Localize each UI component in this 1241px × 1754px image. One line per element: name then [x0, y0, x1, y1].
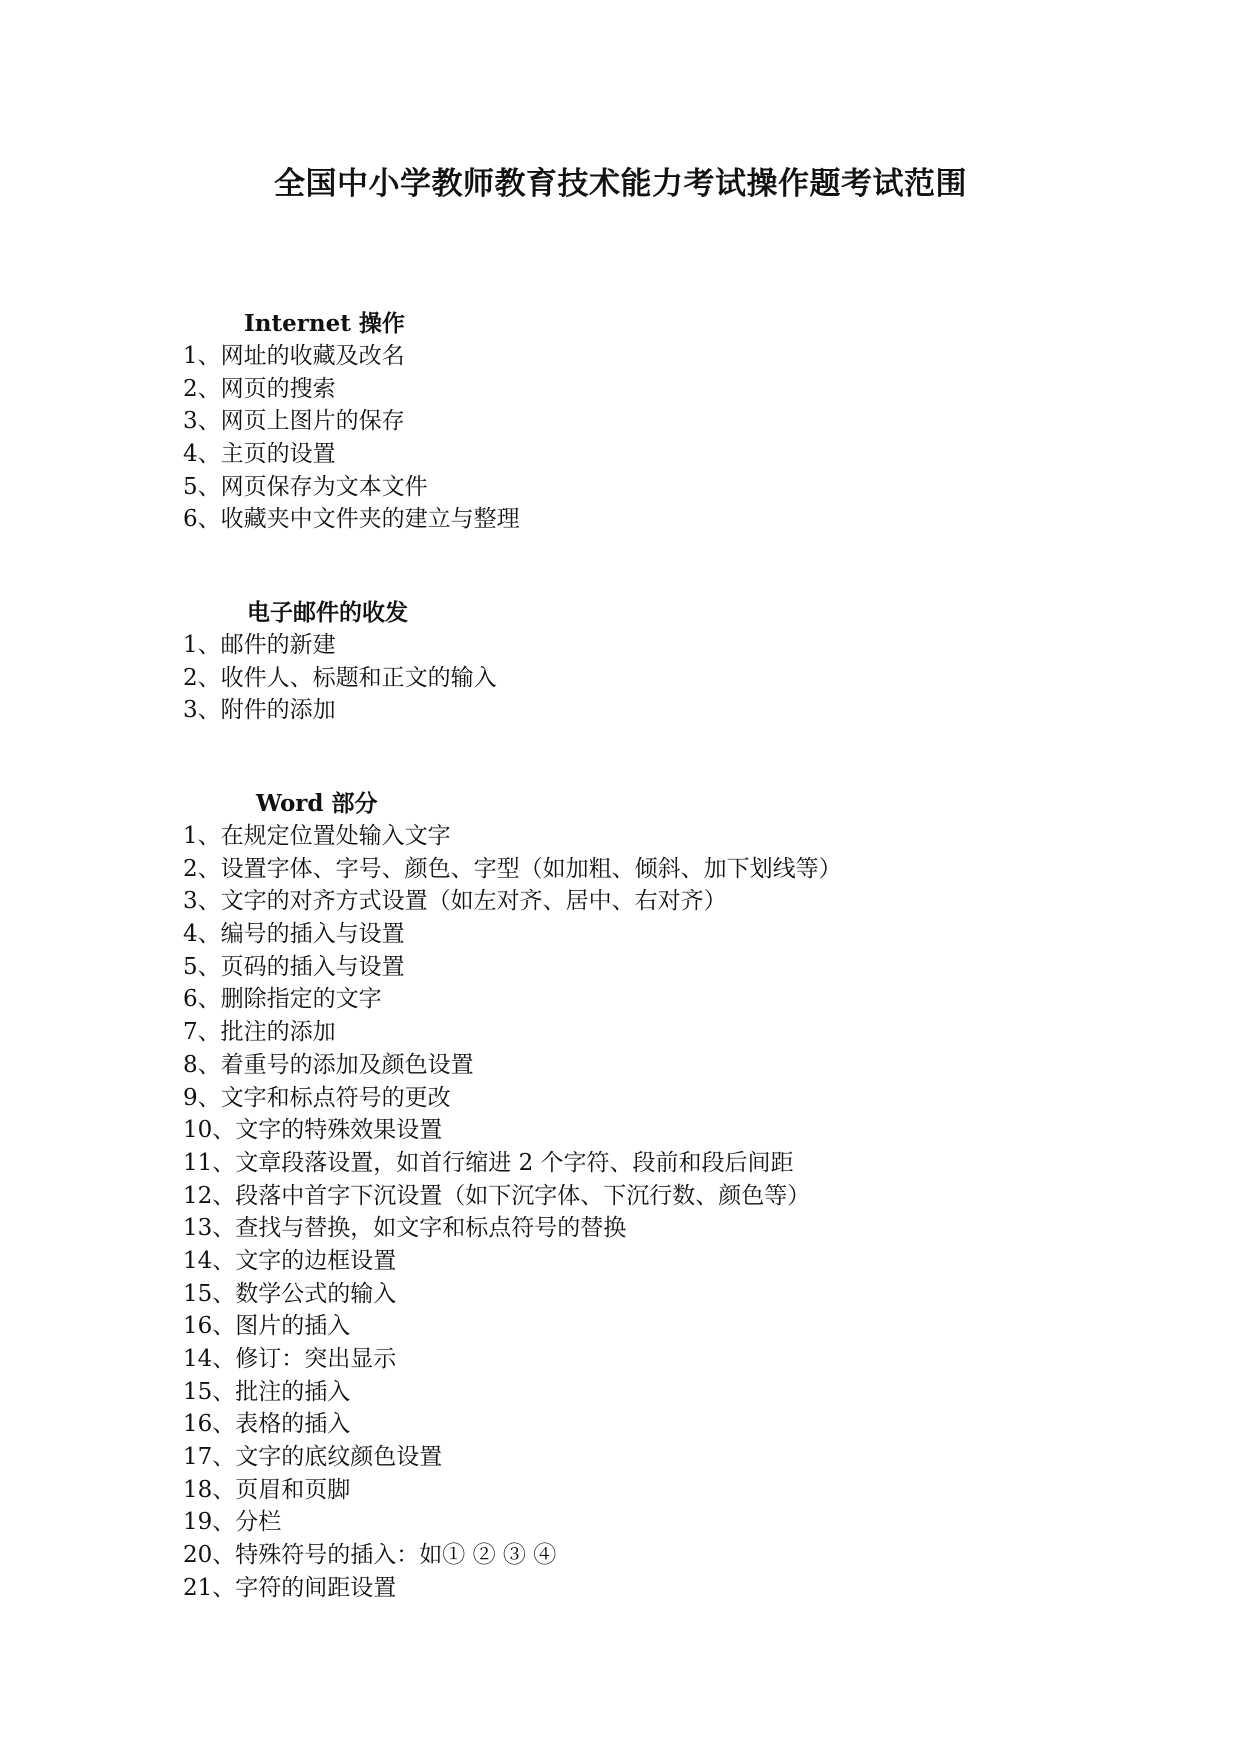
list-item: 2、网页的搜索	[183, 375, 336, 402]
list-item: 15、批注的插入	[183, 1378, 351, 1405]
list-item: 6、删除指定的文字	[183, 986, 382, 1013]
list-item: 2、收件人、标题和正文的输入	[183, 664, 497, 691]
section-email	[0, 596, 1241, 727]
list-item: 14、文字的边框设置	[183, 1247, 397, 1274]
list-item: 3、附件的添加	[183, 697, 336, 724]
item-list	[0, 820, 1241, 1605]
page-title: 全国中小学教师教育技术能力考试操作题考试范围	[274, 166, 967, 202]
list-item: 7、批注的添加	[183, 1019, 336, 1046]
item-list	[0, 340, 1241, 536]
list-item: 17、文字的底纹颜色设置	[183, 1444, 443, 1471]
list-item: 16、图片的插入	[183, 1313, 351, 1340]
list-item: 21、字符的间距设置	[183, 1574, 397, 1601]
list-item: 1、邮件的新建	[183, 632, 336, 658]
list-item: 18、页眉和页脚	[183, 1476, 351, 1503]
section-heading: Internet 操作	[244, 310, 405, 337]
list-item: 3、网页上图片的保存	[183, 408, 405, 435]
list-item: 3、文字的对齐方式设置（如左对齐、居中、右对齐）	[183, 888, 727, 915]
list-item: 12、段落中首字下沉设置（如下沉字体、下沉行数、颜色等）	[183, 1182, 811, 1209]
list-item: 16、表格的插入	[183, 1411, 351, 1438]
list-item: 5、网页保存为文本文件	[183, 473, 428, 500]
list-item: 19、分栏	[183, 1509, 282, 1536]
list-item: 14、修订：突出显示	[183, 1346, 397, 1372]
list-item: 5、页码的插入与设置	[183, 953, 405, 980]
list-item: 13、查找与替换，如文字和标点符号的替换	[183, 1215, 627, 1242]
list-item: 9、文字和标点符号的更改	[183, 1084, 451, 1111]
list-item: 4、编号的插入与设置	[183, 921, 405, 948]
list-item: 4、主页的设置	[183, 441, 336, 468]
list-item: 2、设置字体、字号、颜色、字型（如加粗、倾斜、加下划线等）	[183, 855, 842, 882]
section-heading: Word 部分	[256, 790, 378, 817]
list-item: 15、数学公式的输入	[183, 1280, 397, 1307]
list-item: 8、着重号的添加及颜色设置	[183, 1051, 474, 1078]
list-item: 1、网址的收藏及改名	[183, 343, 405, 369]
list-item: 6、收藏夹中文件夹的建立与整理	[183, 506, 520, 533]
list-item: 11、文章段落设置，如首行缩进 2 个字符、段前和段后间距	[183, 1149, 794, 1176]
list-item: 20、特殊符号的插入：如① ② ③ ④	[183, 1542, 557, 1569]
list-item: 1、在规定位置处输入文字	[183, 823, 451, 849]
list-item: 10、文字的特殊效果设置	[183, 1117, 443, 1144]
section-heading: 电子邮件的收发	[247, 599, 408, 626]
item-list	[0, 629, 1241, 727]
section-internet	[0, 307, 1241, 536]
section-word	[0, 787, 1241, 1605]
